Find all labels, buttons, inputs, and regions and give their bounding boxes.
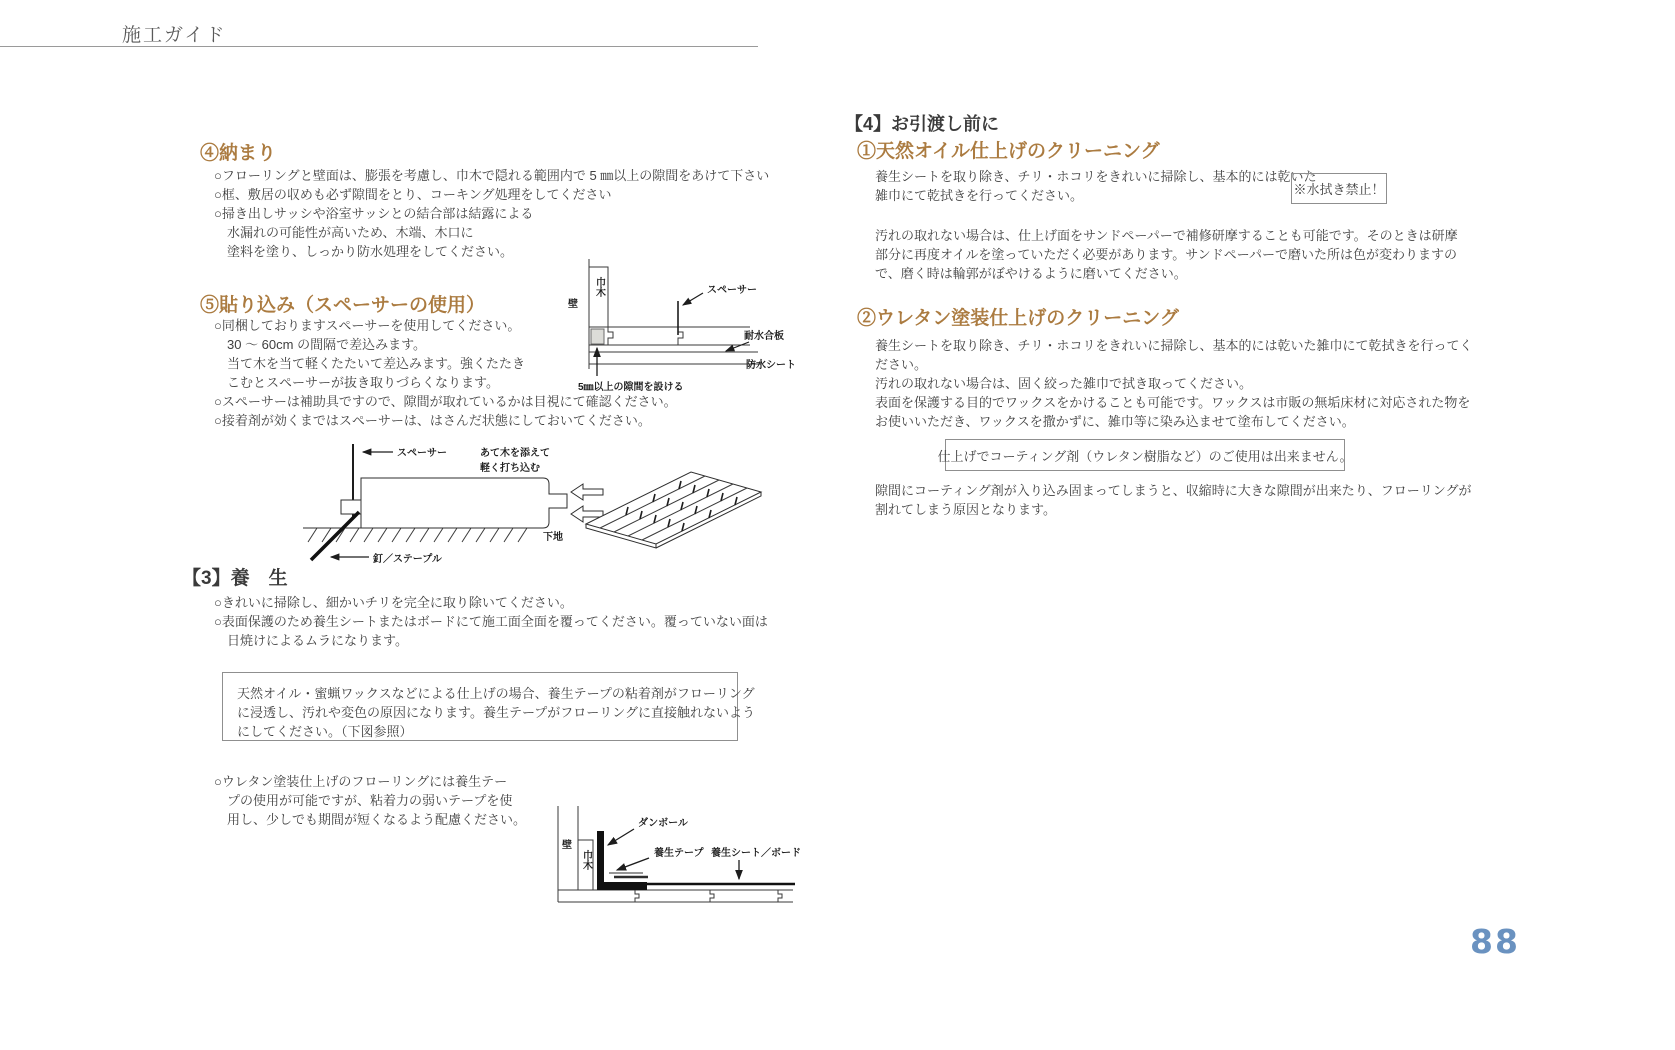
box-line: に浸透し、汚れや変色の原因になります。養生テープがフローリングに直接触れないよう	[237, 705, 756, 720]
section-harikomi-heading: ⑤貼り込み（スペーサーの使用）	[200, 295, 486, 316]
oil-cleaning-heading: ①天然オイル仕上げのクリーニング	[857, 141, 1160, 162]
baseboard-label: 巾木	[580, 850, 592, 870]
body-line: ○框、敷居の収めも必ず隙間をとり、コーキング処理をしてください	[214, 187, 612, 202]
body-line: 表面を保護する目的でワックスをかけることも可能です。ワックスは市販の無垢床材に対応された物を	[875, 395, 1471, 410]
body-line: ○ウレタン塗装仕上げのフローリングには養生テー	[214, 774, 508, 789]
body-line: ○掃き出しサッシや浴室サッシとの結合部は結露による	[214, 206, 534, 221]
section-osamari-heading: ④納まり	[200, 143, 277, 164]
body-line: 汚れの取れない場合は、固く絞った雑巾で拭き取ってください。	[875, 376, 1253, 391]
body-line: ○接着剤が効くまではスペーサーは、はさんだ状態にしておいてください。	[214, 413, 651, 428]
plywood-label: 耐水合板	[744, 331, 784, 342]
body-line: ○表面保護のため養生シートまたはボードにて施工面全面を覆ってください。覆っていない面は	[214, 614, 768, 629]
spacer-label: スペーサー	[707, 285, 757, 296]
cardboard-label: ダンボール	[638, 818, 688, 829]
coating-caution-paragraph	[875, 481, 1471, 519]
body-line: 部分に再度オイルを塗っていただく必要があります。サンドペーパーで磨いた所は色が変わりますの	[875, 247, 1458, 262]
wall-gap-diagram-shapes	[589, 259, 761, 376]
body-line: 塗料を塗り、しっかり防水処理をしてください。	[214, 244, 514, 259]
body-line: ださい。	[875, 357, 928, 372]
tap-note-line2: 軽く打ち込む	[480, 463, 540, 474]
page-title: 施工ガイド	[122, 25, 227, 46]
body-line: 用し、少しでも期間が短くなるよう配慮ください。	[214, 812, 527, 827]
urethane-cleaning-paragraph	[875, 336, 1472, 431]
body-line: 養生シートを取り除き、チリ・ホコリをきれいに掃除し、基本的には乾いた	[875, 169, 1317, 184]
body-line: プの使用が可能ですが、粘着力の弱いテープを使	[214, 793, 513, 808]
oil-cleaning-paragraph-2	[875, 226, 1458, 283]
body-line: 汚れの取れない場合は、仕上げ面をサンドペーパーで補修研摩することも可能です。そのときは研摩	[875, 228, 1458, 243]
wall-gap-diagram	[518, 243, 798, 395]
spacer-insert-diagram	[275, 438, 605, 570]
section-delivery-heading: 【4】お引渡し前に	[845, 114, 1000, 134]
body-line: 日焼けによるムラになります。	[214, 633, 408, 648]
page-number: 88	[1470, 922, 1520, 961]
spacer-label: スペーサー	[397, 448, 447, 459]
wall-label: 壁	[568, 299, 578, 310]
body-line: で、磨く時は輪郭がぼやけるように磨いてください。	[875, 266, 1187, 281]
wall-label: 壁	[562, 840, 572, 851]
protection-diagram	[515, 758, 800, 908]
body-line: 30 〜 60cm の間隔で差込みます。	[214, 337, 427, 352]
box-line: 天然オイル・蜜蝋ワックスなどによる仕上げの場合、養生テープの粘着剤がフローリング	[237, 686, 755, 701]
urethane-tape-paragraph	[214, 772, 526, 829]
body-line: 割れてしまう原因となります。	[875, 502, 1056, 517]
header-rule	[0, 46, 758, 47]
body-line: 隙間にコーティング剤が入り込み固まってしまうと、収縮時に大きな隙間が出来たり、フローリングが	[875, 483, 1472, 498]
section-youjou-body	[214, 593, 768, 650]
section-youjou-heading: 【3】養 生	[182, 568, 288, 589]
tap-note-line1: あて木を添えて	[480, 448, 550, 459]
flooring-panel-diagram	[578, 452, 768, 552]
curing-tape-label: 養生テープ	[654, 848, 704, 859]
body-line: 水漏れの可能性が高いため、木端、木口に	[214, 225, 474, 240]
box-line: にしてください。（下図参照）	[237, 724, 413, 739]
tape-warning-box	[222, 672, 756, 741]
flooring-panel-shapes	[586, 472, 761, 548]
nail-staple-label: 釘／ステープル	[373, 554, 442, 565]
substrate-label: 下地	[543, 532, 563, 543]
gap-note-label: 5㎜以上の隙間を設ける	[578, 382, 684, 393]
body-line: こむとスペーサーが抜き取りづらくなります。	[214, 375, 499, 390]
waterproof-sheet-label: 防水シート	[746, 360, 796, 371]
body-line: ○同梱しておりますスペーサーを使用してください。	[214, 318, 521, 333]
curing-sheet-label: 養生シート／ボード	[711, 848, 801, 859]
no-coating-box: 仕上げでコーティング剤（ウレタン樹脂など）のご使用は出来ません。	[945, 439, 1345, 471]
urethane-cleaning-heading: ②ウレタン塗装仕上げのクリーニング	[857, 308, 1179, 329]
body-line: ○きれいに掃除し、細かいチリを完全に取り除いてください。	[214, 595, 573, 610]
body-line: ○スペーサーは補助具ですので、隙間が取れているかは目視にて確認ください。	[214, 394, 677, 409]
body-line: 雑巾にて乾拭きを行ってください。	[875, 188, 1084, 203]
body-line: お使いいただき、ワックスを撒かずに、雑巾等に染み込ませて塗布してください。	[875, 414, 1355, 429]
oil-cleaning-paragraph-1	[875, 167, 1316, 205]
body-line: 当て木を当て軽くたたいて差込みます。強くたたき	[214, 356, 525, 371]
body-line: 養生シートを取り除き、チリ・ホコリをきれいに掃除し、基本的には乾いた雑巾にて乾拭きを行ってく	[875, 338, 1473, 353]
body-line: ○フローリングと壁面は、膨張を考慮し、巾木で隠れる範囲内で 5 ㎜以上の隙間をあけて下さい	[214, 168, 770, 183]
no-wet-wipe-box: ※水拭き禁止！	[1291, 173, 1387, 204]
baseboard-label: 巾木	[593, 277, 605, 297]
